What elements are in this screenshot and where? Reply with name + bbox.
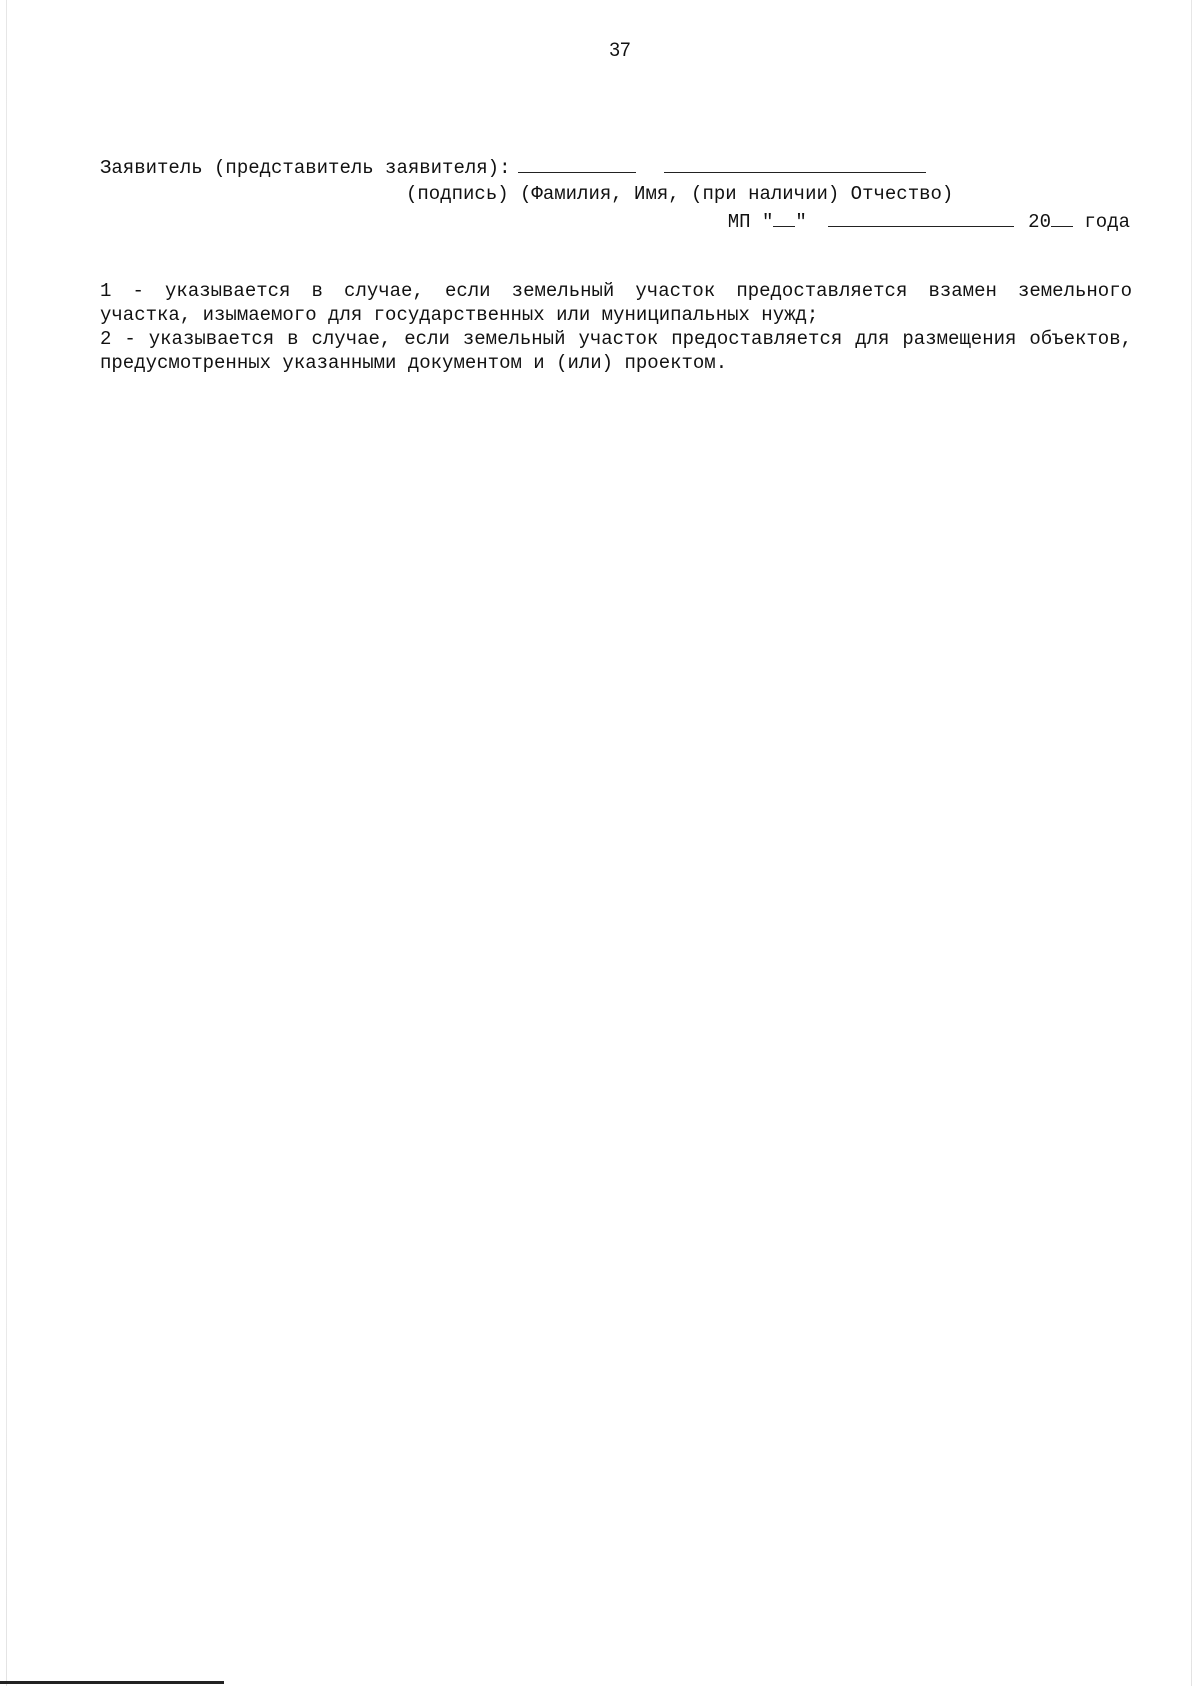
footnotes	[100, 279, 1132, 375]
applicant-signature-line	[100, 153, 926, 180]
scan-bottom-mark	[0, 1681, 224, 1684]
signature-caption: (подпись)	[406, 183, 509, 205]
footnote-1: 1 - указывается в случае, если земельный участок предоставляется взамен земельного участка, изымаемого для государственных или муниципальных нужд;	[100, 280, 1132, 326]
footnote-2: 2 - указывается в случае, если земельный участок предоставляется для размещения объектов, предусмотренных указанными документом и (или) проектом.	[100, 328, 1132, 374]
scan-edge-right	[1191, 0, 1192, 1686]
scan-edge-left	[6, 0, 7, 1686]
full-name-blank[interactable]	[664, 153, 926, 173]
year-prefix: 20	[1028, 211, 1051, 233]
day-blank[interactable]	[773, 207, 795, 227]
full-name-caption: (Фамилия, Имя, (при наличии) Отчество)	[520, 183, 954, 205]
year-suffix: года	[1084, 211, 1130, 233]
applicant-label: Заявитель (представитель заявителя):	[100, 157, 511, 179]
month-blank[interactable]	[828, 207, 1014, 227]
date-line	[728, 207, 1130, 234]
signature-blank[interactable]	[518, 153, 636, 173]
stamp-label: МП	[727, 211, 751, 233]
page-number: 37	[609, 40, 631, 61]
quote-open: "	[761, 211, 774, 233]
year-blank[interactable]	[1051, 207, 1073, 227]
quote-close: "	[795, 211, 807, 233]
signature-captions	[406, 182, 953, 206]
